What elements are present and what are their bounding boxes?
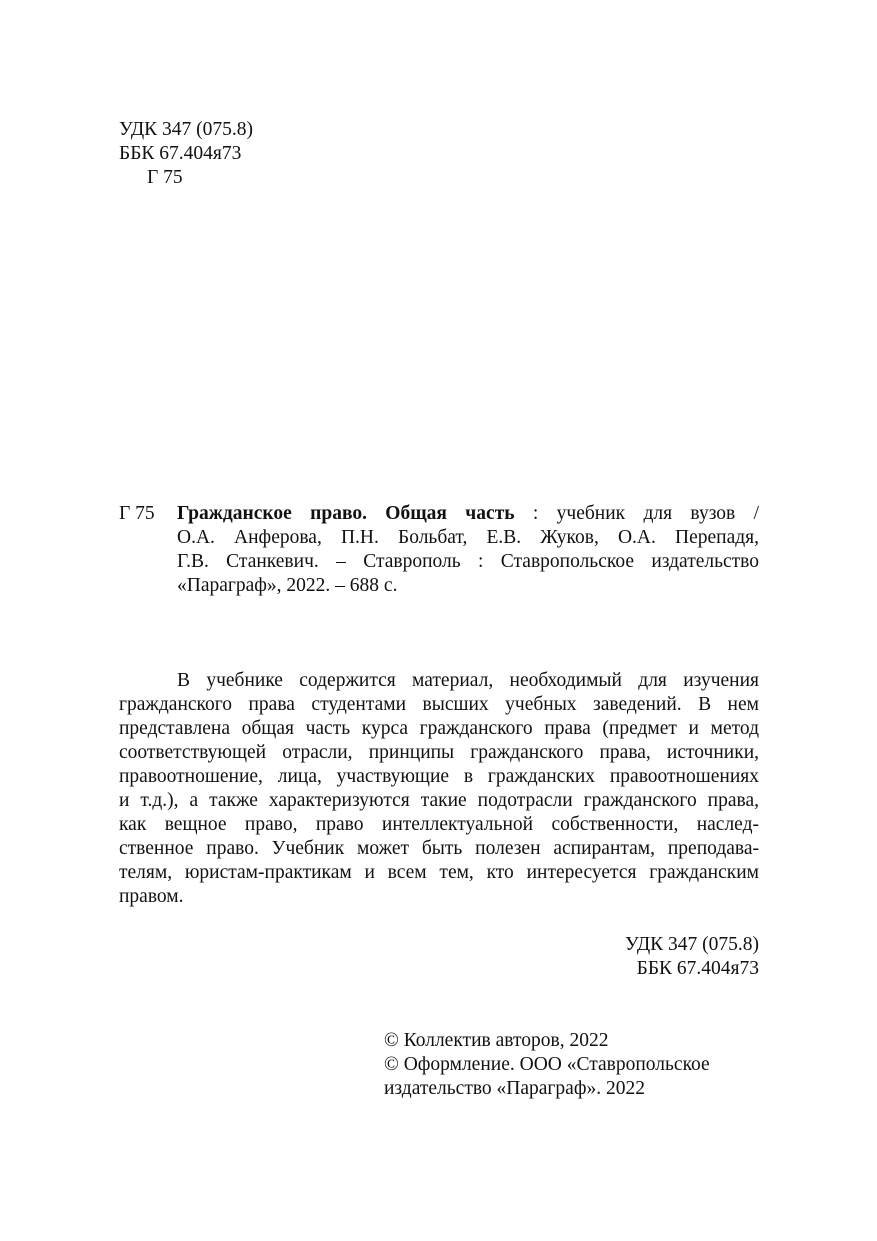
bib-line-1	[177, 502, 759, 526]
bib-line-2: О.А. Анферова, П.Н. Больбат, Е.В. Жуков, О.А. Перепадя,	[177, 527, 759, 548]
author-mark: Г 75	[147, 167, 183, 188]
bottom-classification	[119, 933, 759, 981]
top-classification	[119, 118, 253, 190]
abstract-line: телям, юристам-практикам и всем тем, кто интересуется гражданским	[119, 862, 759, 883]
abstract-line: и т.д.), а также характеризуются такие подотрасли гражданского права,	[119, 790, 759, 811]
copyright-line: издательство «Параграф». 2022	[384, 1078, 645, 1099]
bib-line-1-rest: : учебник для вузов /	[532, 503, 759, 524]
bib-description	[177, 502, 759, 598]
abstract-line: ственное право. Учебник может быть полезен аспирантам, преподава-	[119, 838, 759, 859]
udk-code-bottom: УДК 347 (075.8)	[624, 934, 759, 955]
copyright-line: © Коллектив авторов, 2022	[384, 1030, 609, 1051]
copyright-line: © Оформление. ООО «Ставропольское	[384, 1054, 710, 1075]
copyright-notice	[384, 1029, 710, 1101]
abstract-line: как вещное право, право интеллектуальной собственности, наслед-	[119, 814, 759, 835]
bib-line-3: Г.В. Станкевич. – Ставрополь : Ставропольское издательство	[177, 551, 759, 572]
abstract-line: правом.	[119, 886, 184, 907]
bib-line-4: «Параграф», 2022. – 688 с.	[177, 575, 398, 596]
abstract-line: представлена общая часть курса гражданского права (предмет и метод	[119, 718, 759, 739]
abstract-line: В учебнике содержится материал, необходимый для изучения	[177, 670, 759, 691]
abstract-line: соответствующей отрасли, принципы гражданского права, источники,	[119, 742, 759, 763]
bbk-code: ББК 67.404я73	[119, 143, 242, 164]
abstract-line: правоотношение, лица, участвующие в гражданских правоотношениях	[119, 766, 759, 787]
book-title: Гражданское право. Общая часть	[177, 503, 515, 524]
abstract-line: гражданского права студентами высших учебных заведений. В нем	[119, 694, 759, 715]
bbk-code-bottom: ББК 67.404я73	[636, 958, 759, 979]
abstract	[119, 669, 759, 909]
udk-code: УДК 347 (075.8)	[119, 119, 254, 140]
bib-author-mark: Г 75	[119, 503, 155, 524]
